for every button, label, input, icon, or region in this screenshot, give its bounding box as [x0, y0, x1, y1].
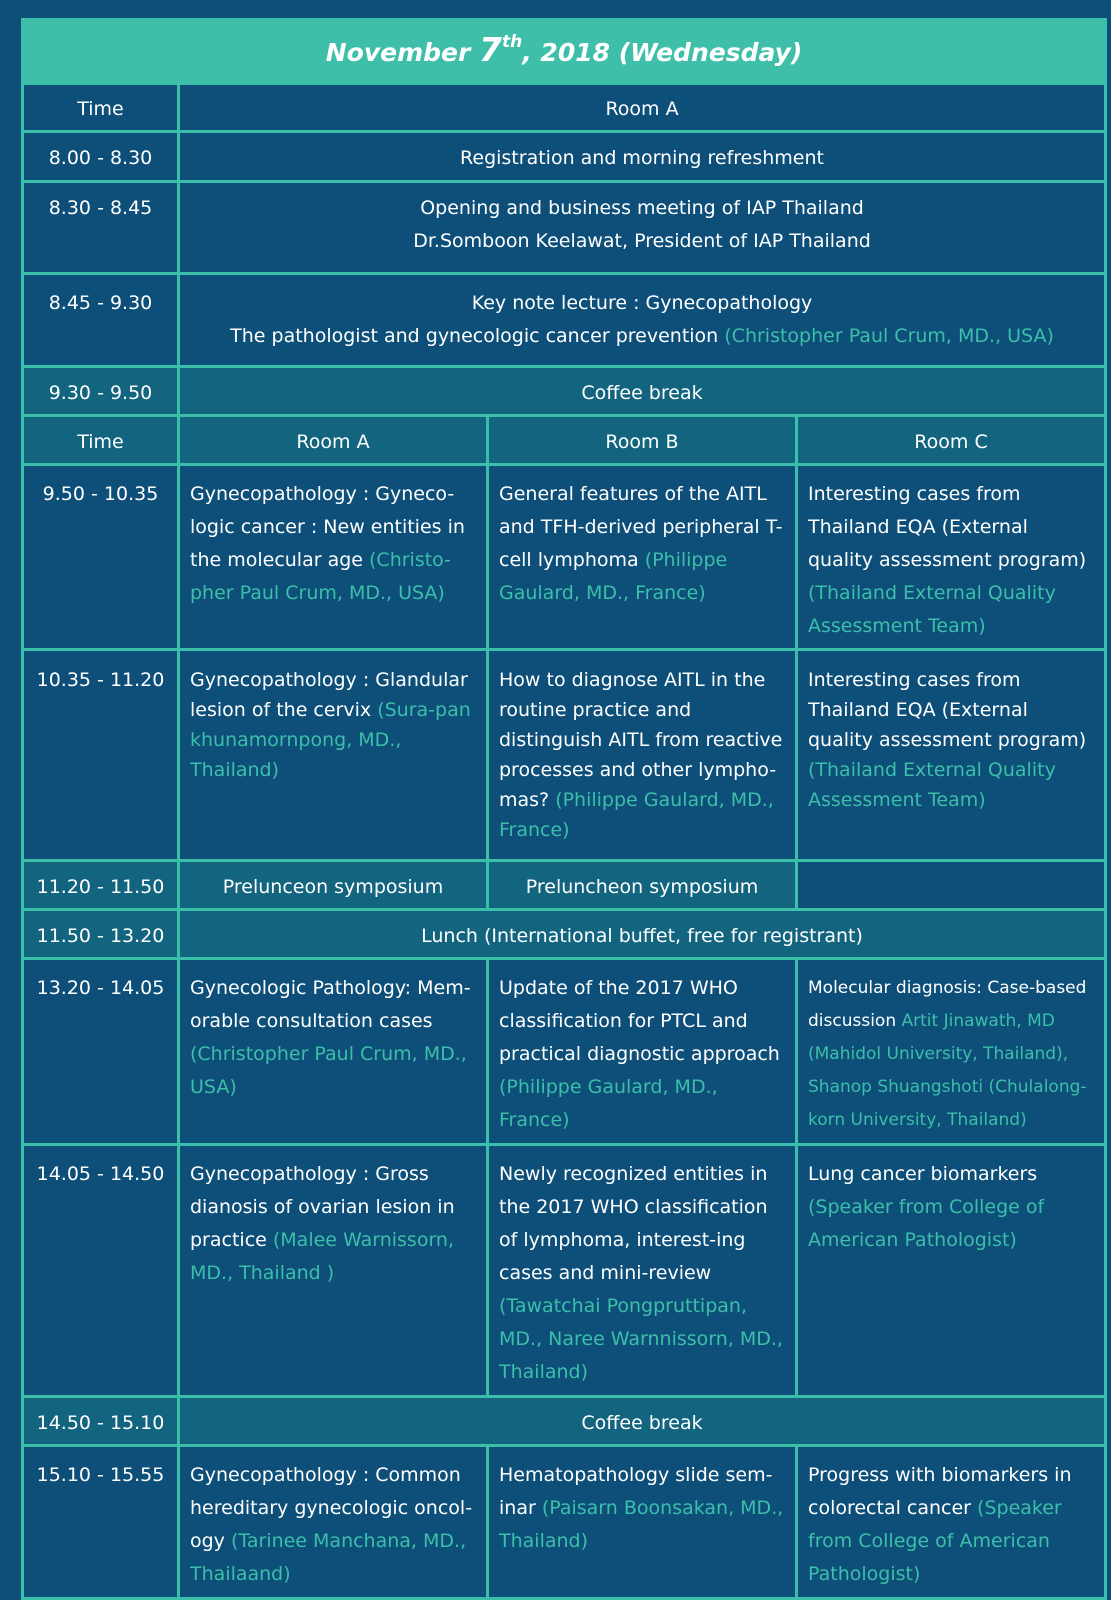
speaker: Artit Jinawath, MD (Mahidol University, Thailand), Shanop Shuangshoti (Chulalong-korn University, Thailand) — [808, 1011, 1087, 1130]
room-c-cell: Progress with biomarkers in colorectal cancer (Speaker from College of American Pathologist) — [797, 1446, 1106, 1599]
row-keynote — [23, 274, 1106, 367]
speaker: (Speaker from College of American Pathologist) — [808, 1196, 1045, 1251]
room-a-header: Room A — [179, 416, 488, 465]
room-c-cell: Molecular diagnosis: Case-based discussion Artit Jinawath, MD (Mahidol University, Thailand), Shanop Shuangshoti (Chulalong-korn University, Thailand) — [797, 959, 1106, 1145]
room-c-cell: Lung cancer biomarkers (Speaker from College of American Pathologist) — [797, 1145, 1106, 1397]
row-lunch — [23, 910, 1106, 959]
session-cell — [179, 274, 1106, 367]
room-b-cell: How to diagnose AITL in the routine practice and distinguish AITL from reactive processes and other lympho-mas? (Philippe Gaulard, MD., France) — [488, 650, 797, 861]
speaker: (Philippe Gaulard, MD., France) — [499, 789, 774, 841]
room-a-cell: Gynecopathology : Gyneco-logic cancer : New entities in the molecular age (Christo-pher Paul Crum, MD., USA) — [179, 465, 488, 650]
title-month: November — [325, 38, 480, 67]
row-coffee-break — [23, 367, 1106, 416]
page-title — [23, 20, 1106, 84]
session-title: Key note lecture : Gynecopathology — [471, 292, 813, 314]
time-cell: 13.20 - 14.05 — [23, 959, 179, 1145]
speaker: (Sura-pan khunamornpong, MD., Thailand) — [190, 699, 471, 781]
room-b-cell: General features of the AITL and TFH-derived peripheral T-cell lymphoma (Philippe Gaulard, MD., France) — [488, 465, 797, 650]
session-subtitle: The pathologist and gynecologic cancer prevention (Christopher Paul Crum, MD., USA) — [230, 325, 1054, 347]
schedule-table — [21, 18, 1107, 1600]
room-a-cell: Gynecopathology : Gross dianosis of ovarian lesion in practice (Malee Warnissorn, MD., Thailand ) — [179, 1145, 488, 1397]
session-cell: Registration and morning refreshment — [179, 132, 1106, 182]
row-session-4 — [23, 1145, 1106, 1397]
room-c-cell — [797, 861, 1106, 910]
speaker: (Christo-pher Paul Crum, MD., USA) — [190, 549, 452, 604]
session-subtitle: Dr.Somboon Keelawat, President of IAP Thailand — [413, 230, 871, 252]
row-opening — [23, 182, 1106, 274]
time-cell: 9.50 - 10.35 — [23, 465, 179, 650]
time-cell: 11.20 - 11.50 — [23, 861, 179, 910]
row-coffee-break-2 — [23, 1397, 1106, 1446]
room-a-cell: Gynecopathology : Glandular lesion of the cervix (Sura-pan khunamornpong, MD., Thailand) — [179, 650, 488, 861]
session-title: Opening and business meeting of IAP Thailand — [420, 197, 864, 219]
speaker: (Christopher Paul Crum, MD., USA) — [724, 325, 1054, 347]
session-cell — [179, 182, 1106, 274]
time-header: Time — [23, 416, 179, 465]
row-session-3 — [23, 959, 1106, 1145]
row-preluncheon — [23, 861, 1106, 910]
time-cell: 9.30 - 9.50 — [23, 367, 179, 416]
row-session-5 — [23, 1446, 1106, 1599]
time-cell: 10.35 - 11.20 — [23, 650, 179, 861]
time-cell: 14.50 - 15.10 — [23, 1397, 179, 1446]
speaker: (Tarinee Manchana, MD., Thailaand) — [190, 1530, 467, 1585]
break-cell: Coffee break — [179, 367, 1106, 416]
header-row-rooms — [23, 416, 1106, 465]
speaker: (Speaker from College of American Pathologist) — [808, 1497, 1062, 1585]
break-cell: Coffee break — [179, 1397, 1106, 1446]
room-b-cell: Newly recognized entities in the 2017 WHO classification of lymphoma, interest-ing cases and mini-review (Tawatchai Pongpruttipan, MD., Naree Warnnissorn, MD., Thailand) — [488, 1145, 797, 1397]
room-c-cell: Interesting cases from Thailand EQA (External quality assessment program) (Thailand External Quality Assessment Team) — [797, 650, 1106, 861]
time-cell: 8.45 - 9.30 — [23, 274, 179, 367]
room-c-cell: Interesting cases from Thailand EQA (External quality assessment program) (Thailand External Quality Assessment Team) — [797, 465, 1106, 650]
room-b-header: Room B — [488, 416, 797, 465]
room-a-cell: Gynecologic Pathology: Mem-orable consultation cases (Christopher Paul Crum, MD., USA) — [179, 959, 488, 1145]
room-a-cell: Gynecopathology : Common hereditary gynecologic oncol-ogy (Tarinee Manchana, MD., Thailaand) — [179, 1446, 488, 1599]
time-cell: 8.00 - 8.30 — [23, 132, 179, 182]
header-row-single — [23, 84, 1106, 132]
time-cell: 15.10 - 15.55 — [23, 1446, 179, 1599]
title-row — [23, 20, 1106, 84]
lunch-cell: Lunch (International buffet, free for registrant) — [179, 910, 1106, 959]
speaker: (Philippe Gaulard, MD., France) — [499, 549, 728, 604]
row-registration — [23, 132, 1106, 182]
time-cell: 8.30 - 8.45 — [23, 182, 179, 274]
speaker: (Christopher Paul Crum, MD., USA) — [190, 1043, 467, 1098]
speaker: (Thailand External Quality Assessment Team) — [808, 582, 1056, 637]
speaker: (Thailand External Quality Assessment Team) — [808, 759, 1056, 811]
room-c-header: Room C — [797, 416, 1106, 465]
room-b-cell: Hematopathology slide sem-inar (Paisarn Boonsakan, MD., Thailand) — [488, 1446, 797, 1599]
speaker: (Paisarn Boonsakan, MD., Thailand) — [499, 1497, 784, 1552]
room-a-header: Room A — [179, 84, 1106, 132]
row-session-2 — [23, 650, 1106, 861]
title-rest: , 2018 (Wednesday) — [522, 38, 803, 67]
room-a-cell: Prelunceon symposium — [179, 861, 488, 910]
room-b-cell: Preluncheon symposium — [488, 861, 797, 910]
speaker: (Philippe Gaulard, MD., France) — [499, 1076, 718, 1131]
time-cell: 11.50 - 13.20 — [23, 910, 179, 959]
speaker: (Tawatchai Pongpruttipan, MD., Naree Warnnissorn, MD., Thailand) — [499, 1295, 783, 1383]
room-b-cell: Update of the 2017 WHO classification for PTCL and practical diagnostic approach (Philippe Gaulard, MD., France) — [488, 959, 797, 1145]
speaker: (Malee Warnissorn, MD., Thailand ) — [190, 1229, 455, 1284]
time-cell: 14.05 - 14.50 — [23, 1145, 179, 1397]
title-suffix: th — [501, 32, 523, 52]
time-header: Time — [23, 84, 179, 132]
row-session-1 — [23, 465, 1106, 650]
title-day: 7 — [479, 30, 502, 69]
